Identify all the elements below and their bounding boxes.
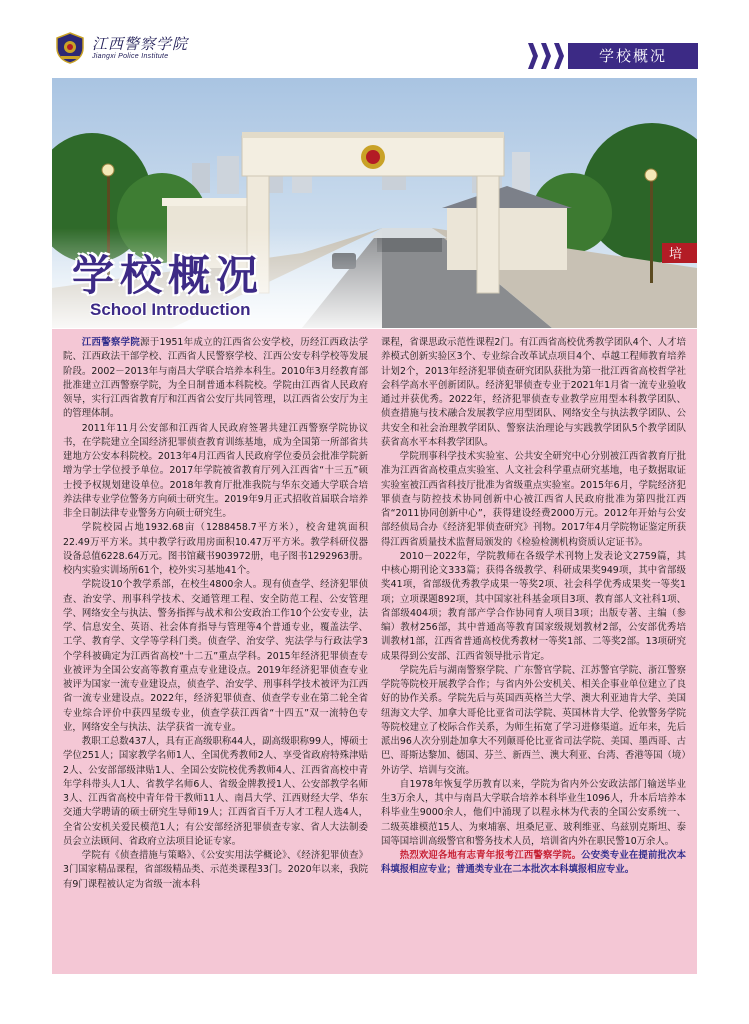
page-subtitle: School Introduction [90,300,251,319]
paragraph: 学院有《侦查措施与策略》、《公安实用法学概论》、《经济犯罪侦查》3门国家精品课程，省部级精品类、示范类课程33门。2020年以来，我院有9门课程被认定为省级一流本科 [63,850,368,890]
paragraph [381,849,686,878]
school-name-highlight: 江西警察学院 [81,337,141,348]
paragraph: 自1978年恢复学历教育以来，学院为省内外公安政法部门输送毕业生3万余人，其中与南昌大学联合培养本科毕业生1096人，升本后培养本科毕业生9000余人，他们中涌现了以程永林为代表的全国公安系统一、二级英雄模范15人、为柬埔寨、坦桑尼亚、玻利维亚、乌兹别克斯坦、泰国等国培训高级警官和警务技术人员，培训省内外在职民警10万余人。 [381,778,686,847]
paragraph: 教职工总数437人，具有正高级职称44人，副高级职称99人，博硕士学位251人；国家教学名师1人、全国优秀教师2人、享受省政府特殊津贴2人、公安部部级津贴1人、全国公安院校优秀教师4人、江西省高校中青年学科带头人1人、省教学名师6人、省级金牌教授1人、公安部教学名师3人、江西省高校中青年骨干教师11人、南昌大学、江西财经大学、华东交通大学聘请的硕士研究生导师19人；江西省百千万人才工程人选4人，全省公安机关爱民模范1人；有公安部经济犯罪侦查专家、省人大法制委员会立法顾问、省政府立法项目论证专家。 [63,736,368,847]
paragraph: 2011年11月公安部和江西省人民政府签署共建江西警察学院协议书，在学院建立全国经济犯罪侦查教育训练基地，成为全国第一所部省共建地方公安本科院校。2013年4月江西省人民政府学位委员会批准学院新增为学士学位授予单位。2017年学院被省教育厅列入江西省“十三五”硕士授予权规划建设单位。2018年教育厅批准我院与华东交通大学联合培养法律专业学位警务方向硕士研究生。2019年9月正式招收首届联合培养非全日制法律专业警务方向硕士研究生。 [63,422,368,519]
text-column-right [381,336,686,974]
paragraph-text: 源于1951年成立的江西省公安学校，历经江西政法学院、江西政法干部学校、江西省人民警察学校、江西公安专科学校等发展阶段。2002－2013年与南昌大学联合培养本科生。2010年3月经教育部批准建立江西警察学院，为全日制普通本科院校。学院由江西省人民政府领导，实行江西省教育厅和江西省公安厅共同管理，以江西省公安厅为主的管理体制。 [63,337,368,420]
welcome-highlight: 热烈欢迎各地有志青年报考江西警察学院。 [399,850,582,861]
section-label: 学校概况 [568,43,698,69]
police-emblem-logo [55,32,85,64]
chevron-right-icon [528,43,538,69]
paragraph: 2010－2022年，学院教师在各级学术刊物上发表论文2759篇，其中核心期刊论文333篇；获得各级教学、科研成果奖949项，其中省部级奖41项，省部级优秀教学成果一等奖2项、社会科学优秀成果奖一等奖1项；立项课题892项，其中国家社科基金项目3项、教育部人文社科1项、省部级404项；教育部产学合作协同育人项目3项；出版专著、主编（参编）教材256部，其中普通高等教育国家级规划教材2部，公安部优秀培训教材1部，江西省普通高校优秀教材一等奖1部、二等奖2部。13项研究成果得到公安部、江西省领导批示肯定。 [381,550,686,662]
paragraph: 课程，省课思政示范性课程2门。有江西省高校优秀教学团队4个、人才培养模式创新实验区3个、专业综合改革试点项目4个、卓越工程师教育培养计划2个，2013年经济犯罪侦查研究团队获批为第一批江西省高校哲学社会科学高水平创新团队。经济犯罪侦查专业于2021年1月省一流专业验收通过并获优秀。2022年，经济犯罪侦查专业教学应用型本科教学团队、侦查措施与技术融合发展教学应用型团队、网络安全与执法教学团队、公共安全和社会治理教学团队、警察法治理论与实践教学团队5个教学团队获省高水平本科教学团队。 [381,337,686,448]
chevron-right-icon [554,43,564,69]
brand-name-chinese: 江西警察学院 [92,35,189,53]
paragraph: 学院设10个教学系部，在校生4800余人。现有侦查学、经济犯罪侦查、治安学、刑事科学技术、交通管理工程、安全防范工程、公安管理学、网络安全与执法、警务指挥与战术和公安政治工作10个公安专业，法学、信息安全、英语、社会体育指导与管理等4个普通专业，覆盖法学、工学、教育学、文学等学科门类。侦查学、治安学、宪法学与行政法学3个学科被确定为江西省高校“十二五”重点学科。2015年经济犯罪侦查专业被评为全国公安高等教育重点专业建设点。2019年经济犯罪侦查专业被评为国家一流专业建设点，侦查学、治安学、刑事科学技术被评为江西省一流专业建设点。2022年，经济犯罪侦查、侦查学专业在第二轮全省专业综合评价中获四星级专业，侦查学获江西省“十四五”双一流特色专业，网络安全与执法、法学获省一流专业。 [63,579,368,733]
section-tab [528,43,698,69]
intro-text-panel [52,329,697,974]
paragraph [63,336,368,422]
page-title: 学校概况 [72,251,265,300]
page-header [0,0,749,72]
text-column-left [63,336,368,974]
chevron-right-icon [541,43,551,69]
hero-sign-text: 培 [669,247,683,262]
paragraph: 学院校园占地1932.68亩（1288458.7平方米），校舍建筑面积22.49万平方米。其中教学行政用房面积10.47万平方米。教学科研仪器设备总值6228.64万元。图书馆藏书903972册，电子图书1292963册。校内实验实训场所61个，校外实习基地41个。 [63,522,368,576]
paragraph: 学院先后与湖南警察学院、广东警官学院、江苏警官学院、浙江警察学院等院校开展教学合作；与省内外公安机关、相关企事业单位建立了良好的协作关系。学院先后与英国西英格兰大学、澳大利亚迪肯大学、美国纽海文大学、加拿大哥伦比亚省司法学院、英国林肯大学、伦敦警务学院等院校建立了校际合作关系，为师生拓宽了学习进修渠道。近年来，先后派出96人次分别赴加拿大不列颠哥伦比亚省司法学院、美国、墨西哥、古巴、哥斯达黎加、德国、芬兰、新西兰、澳大利亚、台湾、香港等国（境）外访学、培训与交流。 [381,664,686,776]
brand-name-english: Jiangxi Police Institute [92,53,169,60]
paragraph: 学院刑事科学技术实验室、公共安全研究中心分别被江西省教育厅批准为江西省高校重点实验室、人文社会科学重点研究基地，电子数据取证实验室被江西省科技厅批准为省级重点实验室。2015年6月，学院经济犯罪侦查与防控技术协同创新中心被江西省人民政府批准为第四批江西省“2011协同创新中心”，获得建设经费2000万元。2012年开始与公安部经侦局合办《经济犯罪侦查研究》刊物。2017年4月学院物证鉴定所获得江西省质量技术监督局颁发的《检验检测机构资质认定证书》。 [381,451,686,548]
admission-note-highlight: 公安类专业在提前批次本科填报相应专业；普通类专业在二本批次本科填报相应专业。 [381,850,686,876]
